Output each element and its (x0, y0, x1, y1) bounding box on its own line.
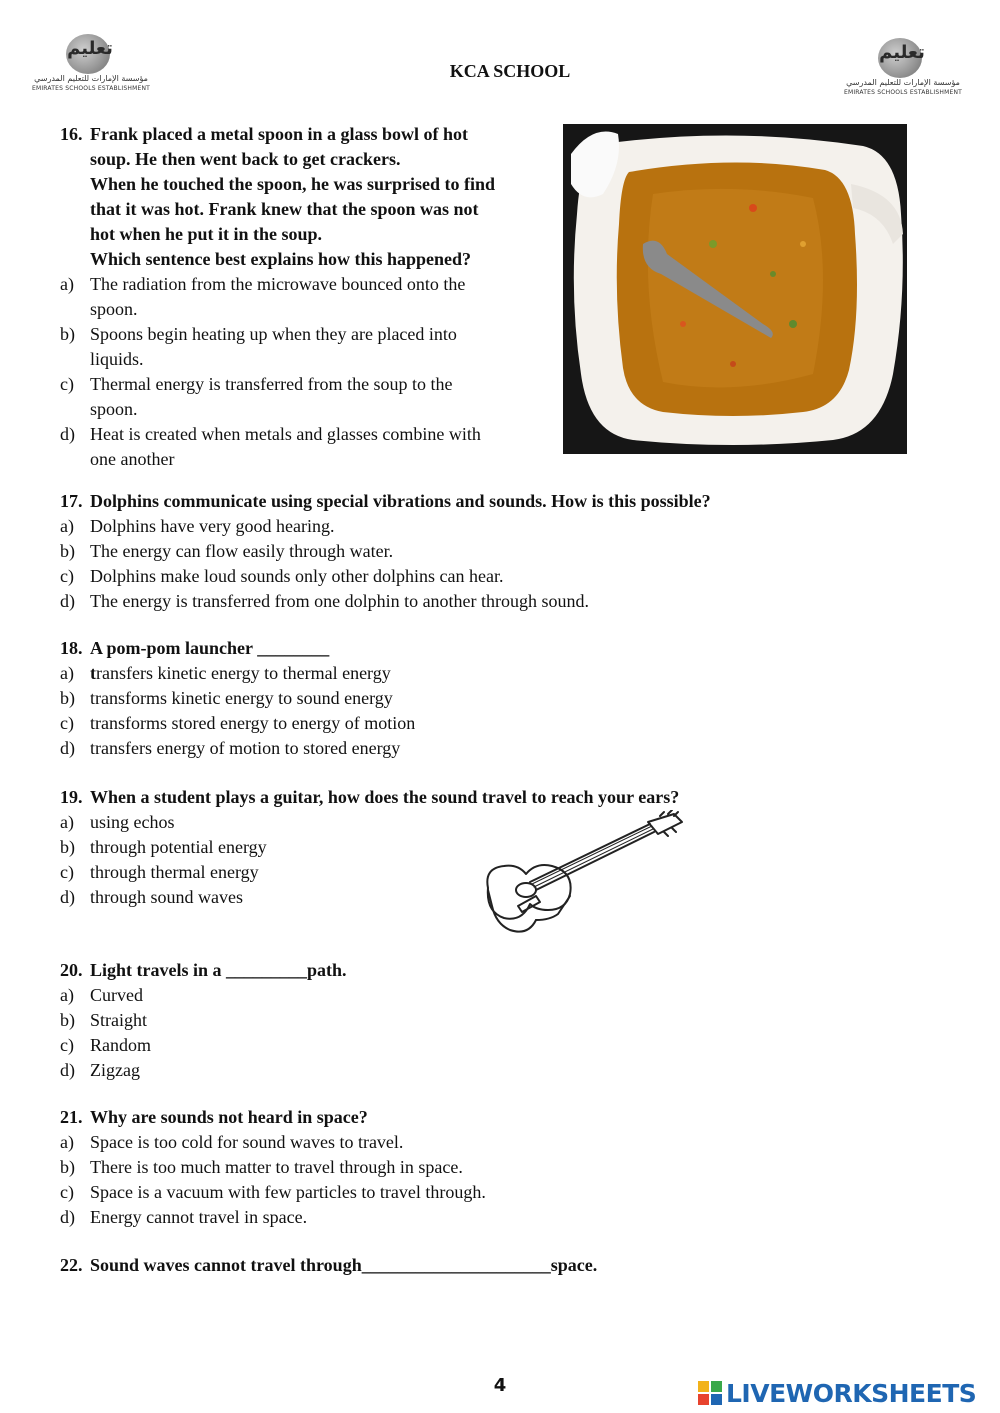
option-letter: b) (60, 324, 75, 344)
answer-blank[interactable]: _____________________ (361, 1255, 551, 1275)
option-text: spoon. (90, 299, 138, 319)
option-a[interactable] (60, 272, 550, 322)
option-text: Straight (90, 1010, 147, 1030)
option-d[interactable] (60, 1205, 960, 1230)
option-letter: c) (60, 374, 74, 394)
option-d[interactable] (60, 736, 960, 761)
question-21 (60, 1105, 960, 1230)
question-line: When he touched the spoon, he was surprised to find (90, 174, 496, 194)
question-line: that it was hot. Frank knew that the spoon was not (90, 199, 479, 219)
question-number: 22. (60, 1255, 83, 1275)
option-letter: c) (60, 713, 74, 733)
logo-mark-text: تعليم (879, 42, 925, 63)
option-text: through sound waves (90, 887, 243, 907)
option-letter: d) (60, 887, 75, 907)
option-letter: a) (60, 1132, 74, 1152)
option-letter: b) (60, 1010, 75, 1030)
option-text: Curved (90, 985, 143, 1005)
option-text: Heat is created when metals and glasses combine with (90, 424, 481, 444)
question-16 (60, 122, 550, 472)
question-line: Frank placed a metal spoon in a glass bowl of hot (90, 124, 469, 144)
soup-bowl-icon (563, 124, 907, 454)
option-text: through potential energy (90, 837, 267, 857)
option-c[interactable] (60, 1180, 960, 1205)
answer-blank[interactable]: ________ (257, 638, 330, 658)
option-text: through thermal energy (90, 862, 259, 882)
option-text: transfers energy of motion to stored energy (90, 738, 401, 758)
question-text: Why are sounds not heard in space? (90, 1107, 368, 1127)
question-text: Dolphins communicate using special vibrations and sounds. How is this possible? (90, 491, 711, 511)
option-b[interactable] (60, 539, 960, 564)
option-a[interactable] (60, 983, 960, 1008)
liveworksheets-brand: LIVEWORKSHEETS (726, 1378, 977, 1408)
option-b[interactable] (60, 686, 960, 711)
option-letter: d) (60, 1060, 75, 1080)
question-number: 19. (60, 787, 83, 807)
page-number: 4 (493, 1375, 507, 1396)
question-17-title (60, 489, 960, 514)
question-text: When a student plays a guitar, how does the sound travel to reach your ears? (90, 787, 680, 807)
option-first-letter: t (90, 663, 96, 683)
option-text: Dolphins make loud sounds only other dolphins can hear. (90, 566, 504, 586)
question-18 (60, 636, 960, 761)
option-letter: c) (60, 566, 74, 586)
option-letter: c) (60, 1035, 74, 1055)
option-letter: b) (60, 688, 75, 708)
question-number: 16. (60, 124, 83, 144)
option-letter: b) (60, 837, 75, 857)
logo-block-yellow (698, 1381, 709, 1392)
option-c[interactable] (60, 372, 550, 422)
option-a[interactable] (60, 1130, 960, 1155)
question-18-title (60, 636, 960, 661)
option-a[interactable] (60, 661, 960, 686)
option-a[interactable] (60, 514, 960, 539)
question-number: 21. (60, 1107, 83, 1127)
answer-blank[interactable]: _________ (226, 960, 308, 980)
option-text: The radiation from the microwave bounced onto the (90, 274, 466, 294)
option-text: liquids. (90, 349, 144, 369)
liveworksheets-blocks-icon (698, 1381, 722, 1405)
option-b[interactable] (60, 1008, 960, 1033)
option-letter: c) (60, 1182, 74, 1202)
question-text-end: space. (550, 1255, 598, 1275)
option-text: Space is too cold for sound waves to travel. (90, 1132, 404, 1152)
option-letter: d) (60, 591, 75, 611)
option-text: Zigzag (90, 1060, 140, 1080)
question-22 (60, 1253, 960, 1278)
logo-block-blue (711, 1394, 722, 1405)
school-title: KCA SCHOOL (449, 61, 571, 81)
question-text: A pom-pom launcher (90, 638, 253, 658)
option-text: transforms stored energy to energy of motion (90, 713, 416, 733)
option-d[interactable] (60, 422, 550, 472)
option-text: The energy can flow easily through water. (90, 541, 394, 561)
question-text: Light travels in a (90, 960, 222, 980)
question-text-end: path. (307, 960, 347, 980)
option-text: Thermal energy is transferred from the soup to the (90, 374, 453, 394)
option-text: Space is a vacuum with few particles to travel through. (90, 1182, 486, 1202)
question-22-title (60, 1253, 960, 1278)
logo-english-text: EMIRATES SCHOOLS ESTABLISHMENT (31, 85, 151, 92)
option-d[interactable] (60, 1058, 960, 1083)
guitar-image (478, 810, 688, 940)
option-text: Energy cannot travel in space. (90, 1207, 308, 1227)
option-text: spoon. (90, 399, 138, 419)
logo-arabic-text: مؤسسة الإمارات للتعليم المدرسي (846, 78, 960, 87)
question-16-title (60, 122, 550, 147)
soup-bowl-image (563, 124, 907, 454)
option-letter: d) (60, 424, 75, 444)
option-text: ransfers kinetic energy to thermal energy (96, 663, 391, 683)
guitar-icon (478, 810, 688, 940)
logo-english-text: EMIRATES SCHOOLS ESTABLISHMENT (843, 89, 963, 96)
option-d[interactable] (60, 589, 960, 614)
question-20 (60, 958, 960, 1083)
option-letter: a) (60, 985, 74, 1005)
question-number: 20. (60, 960, 83, 980)
option-letter: c) (60, 862, 74, 882)
logo-mark-text: تعليم (67, 38, 113, 59)
question-17 (60, 489, 960, 614)
option-c[interactable] (60, 1033, 960, 1058)
logo-left (26, 34, 156, 96)
liveworksheets-logo[interactable] (698, 1378, 976, 1408)
option-text: Spoons begin heating up when they are placed into (90, 324, 457, 344)
option-text: Dolphins have very good hearing. (90, 516, 335, 536)
option-letter: b) (60, 541, 75, 561)
option-letter: d) (60, 738, 75, 758)
option-letter: b) (60, 1157, 75, 1177)
option-b[interactable] (60, 1155, 960, 1180)
option-b[interactable] (60, 322, 550, 372)
logo-arabic-text: مؤسسة الإمارات للتعليم المدرسي (34, 74, 148, 83)
logo-right (838, 38, 968, 100)
option-c[interactable] (60, 711, 960, 736)
option-c[interactable] (60, 564, 960, 589)
option-text: transforms kinetic energy to sound energy (90, 688, 393, 708)
question-line: soup. He then went back to get crackers. (90, 149, 401, 169)
question-number: 17. (60, 491, 83, 511)
option-letter: d) (60, 1207, 75, 1227)
option-letter: a) (60, 516, 74, 536)
option-text: There is too much matter to travel through in space. (90, 1157, 463, 1177)
question-line: hot when he put it in the soup. (90, 224, 323, 244)
question-line: Which sentence best explains how this happened? (90, 249, 472, 269)
question-21-title (60, 1105, 960, 1130)
option-letter: a) (60, 663, 74, 683)
question-text: Sound waves cannot travel through (90, 1255, 362, 1275)
option-text: Random (90, 1035, 151, 1055)
option-letter: a) (60, 812, 74, 832)
question-20-title (60, 958, 960, 983)
logo-block-red (698, 1394, 709, 1405)
option-text: using echos (90, 812, 175, 832)
question-number: 18. (60, 638, 83, 658)
logo-block-green (711, 1381, 722, 1392)
option-letter: a) (60, 274, 74, 294)
question-19-title (60, 785, 960, 810)
option-text: The energy is transferred from one dolphin to another through sound. (90, 591, 590, 611)
option-text: one another (90, 449, 175, 469)
